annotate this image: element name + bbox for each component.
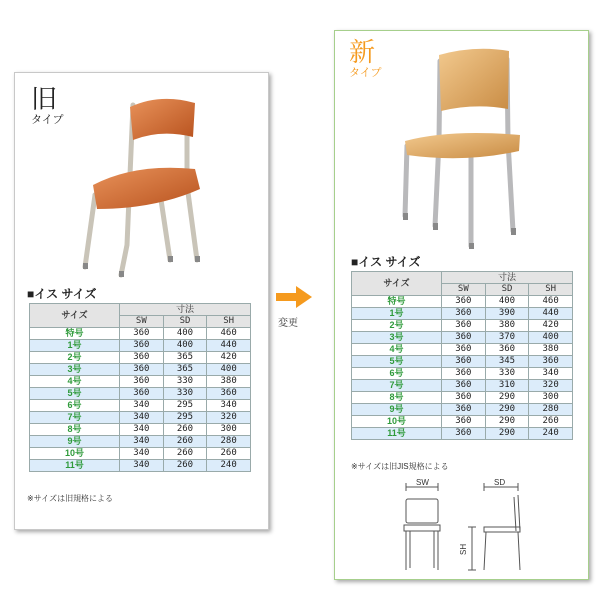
table-row	[30, 388, 251, 400]
size-value: 360	[120, 340, 164, 352]
size-value: 260	[163, 448, 207, 460]
table-row	[352, 308, 573, 320]
table-row	[30, 328, 251, 340]
size-value: 370	[485, 332, 529, 344]
new-col-sh: SH	[529, 284, 573, 296]
size-value: 260	[163, 424, 207, 436]
size-value: 360	[442, 356, 486, 368]
size-value: 260	[207, 448, 251, 460]
size-value: 360	[442, 308, 486, 320]
size-value: 460	[529, 296, 573, 308]
size-label: 3号	[30, 364, 120, 376]
size-label: 5号	[30, 388, 120, 400]
table-row	[352, 368, 573, 380]
size-value: 240	[207, 460, 251, 472]
size-value: 390	[485, 308, 529, 320]
size-value: 300	[207, 424, 251, 436]
size-value: 380	[485, 320, 529, 332]
size-value: 340	[120, 460, 164, 472]
size-value: 380	[207, 376, 251, 388]
size-value: 280	[207, 436, 251, 448]
size-value: 360	[442, 320, 486, 332]
size-label: 特号	[30, 328, 120, 340]
table-row	[30, 400, 251, 412]
size-value: 360	[442, 368, 486, 380]
table-row	[352, 404, 573, 416]
size-label: 11号	[30, 460, 120, 472]
size-label: 特号	[352, 296, 442, 308]
table-row	[352, 428, 573, 440]
new-chair-image	[395, 41, 535, 251]
size-value: 330	[163, 388, 207, 400]
new-type-label: タイプ	[349, 67, 382, 79]
size-value: 340	[120, 412, 164, 424]
size-value: 365	[163, 364, 207, 376]
size-value: 360	[485, 344, 529, 356]
old-type-panel	[14, 72, 269, 530]
size-value: 310	[485, 380, 529, 392]
size-value: 290	[485, 428, 529, 440]
old-col-sd: SD	[163, 316, 207, 328]
size-value: 340	[120, 400, 164, 412]
size-value: 360	[442, 380, 486, 392]
size-value: 380	[529, 344, 573, 356]
diagram-sd-label: SD	[494, 478, 506, 487]
table-row	[352, 320, 573, 332]
size-value: 340	[120, 448, 164, 460]
size-value: 440	[529, 308, 573, 320]
table-row	[352, 344, 573, 356]
size-value: 440	[207, 340, 251, 352]
size-value: 290	[485, 416, 529, 428]
old-col-sh: SH	[207, 316, 251, 328]
table-row	[30, 424, 251, 436]
size-value: 280	[529, 404, 573, 416]
size-value: 260	[163, 436, 207, 448]
size-value: 360	[529, 356, 573, 368]
old-header-dim: 寸法	[120, 304, 251, 316]
size-value: 400	[163, 328, 207, 340]
size-label: 11号	[352, 428, 442, 440]
size-label: 4号	[352, 344, 442, 356]
old-chair-image	[75, 85, 225, 285]
size-value: 330	[163, 376, 207, 388]
size-label: 10号	[30, 448, 120, 460]
size-value: 290	[485, 404, 529, 416]
old-size-table	[29, 303, 251, 472]
size-value: 260	[529, 416, 573, 428]
size-value: 400	[207, 364, 251, 376]
diagram-sw-label: SW	[416, 478, 429, 487]
size-label: 7号	[30, 412, 120, 424]
size-value: 360	[120, 376, 164, 388]
old-header-size: サイズ	[30, 304, 120, 328]
size-label: 6号	[352, 368, 442, 380]
size-value: 320	[529, 380, 573, 392]
table-row	[352, 296, 573, 308]
size-value: 340	[120, 436, 164, 448]
size-label: 8号	[352, 392, 442, 404]
old-note: ※サイズは旧規格による	[27, 494, 114, 503]
size-label: 1号	[30, 340, 120, 352]
new-note: ※サイズは旧JIS規格による	[351, 462, 449, 471]
size-value: 360	[207, 388, 251, 400]
size-value: 295	[163, 412, 207, 424]
size-value: 360	[442, 332, 486, 344]
change-arrow	[274, 284, 314, 334]
table-row	[352, 356, 573, 368]
size-value: 360	[442, 404, 486, 416]
size-value: 345	[485, 356, 529, 368]
size-value: 400	[529, 332, 573, 344]
size-label: 1号	[352, 308, 442, 320]
size-label: 3号	[352, 332, 442, 344]
new-type-char: 新	[349, 37, 376, 67]
size-value: 360	[442, 392, 486, 404]
size-label: 5号	[352, 356, 442, 368]
size-label: 6号	[30, 400, 120, 412]
table-row	[30, 460, 251, 472]
table-row	[352, 332, 573, 344]
size-value: 300	[529, 392, 573, 404]
size-value: 340	[120, 424, 164, 436]
size-value: 360	[120, 364, 164, 376]
size-value: 360	[442, 296, 486, 308]
table-row	[30, 376, 251, 388]
size-value: 260	[163, 460, 207, 472]
old-table-title: ■イス サイズ	[27, 287, 97, 301]
size-label: 9号	[352, 404, 442, 416]
size-label: 8号	[30, 424, 120, 436]
size-value: 340	[529, 368, 573, 380]
size-value: 460	[207, 328, 251, 340]
size-label: 9号	[30, 436, 120, 448]
size-value: 295	[163, 400, 207, 412]
old-col-sw: SW	[120, 316, 164, 328]
size-value: 400	[485, 296, 529, 308]
size-label: 7号	[352, 380, 442, 392]
table-row	[352, 380, 573, 392]
size-label: 10号	[352, 416, 442, 428]
size-value: 240	[529, 428, 573, 440]
dimension-diagram	[400, 475, 550, 575]
size-value: 360	[442, 428, 486, 440]
old-type-char: 旧	[31, 85, 58, 114]
new-col-sd: SD	[485, 284, 529, 296]
new-size-table	[351, 271, 573, 440]
size-label: 2号	[30, 352, 120, 364]
size-label: 2号	[352, 320, 442, 332]
size-value: 340	[207, 400, 251, 412]
size-value: 320	[207, 412, 251, 424]
size-value: 420	[207, 352, 251, 364]
size-value: 400	[163, 340, 207, 352]
size-value: 420	[529, 320, 573, 332]
table-row	[30, 448, 251, 460]
size-value: 360	[120, 352, 164, 364]
table-row	[30, 364, 251, 376]
size-value: 360	[442, 416, 486, 428]
table-row	[30, 352, 251, 364]
table-row	[352, 392, 573, 404]
diagram-sh-label: SH	[459, 543, 468, 555]
size-value: 360	[442, 344, 486, 356]
size-value: 360	[120, 388, 164, 400]
table-row	[30, 436, 251, 448]
new-header-dim: 寸法	[442, 272, 573, 284]
new-col-sw: SW	[442, 284, 486, 296]
new-header-size: サイズ	[352, 272, 442, 296]
old-type-label: タイプ	[31, 114, 64, 126]
size-value: 330	[485, 368, 529, 380]
size-value: 365	[163, 352, 207, 364]
new-table-title: ■イス サイズ	[351, 255, 421, 269]
arrow-right-icon	[274, 284, 314, 310]
size-label: 4号	[30, 376, 120, 388]
table-row	[352, 416, 573, 428]
table-row	[30, 412, 251, 424]
change-label: 変更	[278, 318, 298, 329]
table-row	[30, 340, 251, 352]
size-value: 360	[120, 328, 164, 340]
size-value: 290	[485, 392, 529, 404]
